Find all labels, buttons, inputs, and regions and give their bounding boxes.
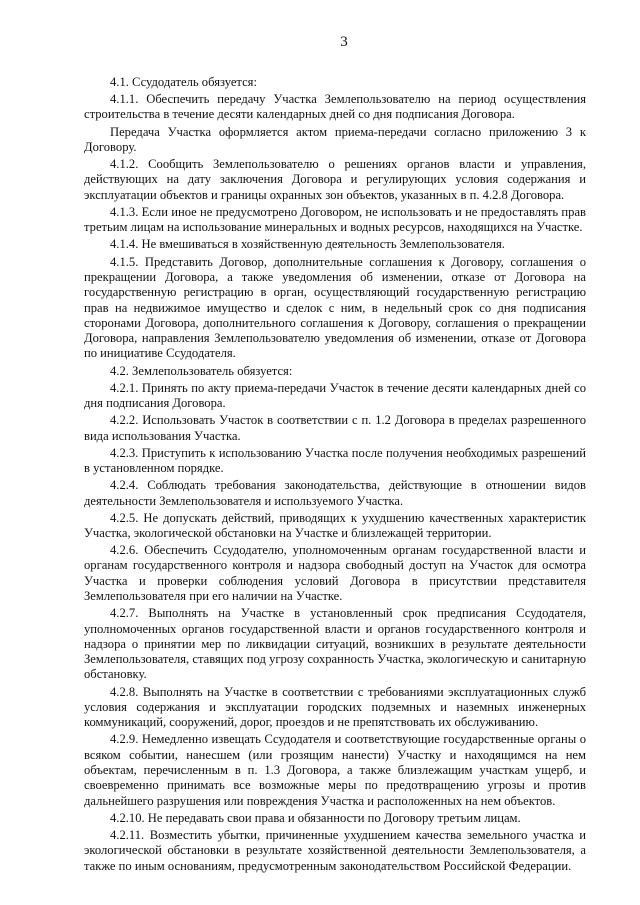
section-heading: 4.1. Ссудодатель обязуется: [110, 75, 257, 89]
paragraph: 4.1.1. Обеспечить передачу Участка Землепользователю на период осуществления строительства в течение десяти календарных дней со дня подписания Договора. [84, 92, 586, 122]
paragraph: 4.2.8. Выполнять на Участке в соответствии с требованиями эксплуатационных служб условия содержания и эксплуатации городских подземных и наземных инженерных коммуникаций, сооружений, дорог, проездов и не препятствовать их обслуживанию. [84, 684, 586, 730]
paragraph: 4.2.7. Выполнять на Участке в установленный срок предписания Ссудодателя, уполномоченных органов государственной власти и органов государственного контроля и надзора о принятии мер по ликвидации ситуаций, возникших в результате деятельности Землепользователя, ставящих под угрозу сохранность Участка, экологическую и санитарную обстановку. [84, 606, 586, 682]
paragraph: 4.2.10. Не передавать свои права и обязанности по Договору третьим лицам. [110, 810, 521, 825]
paragraph: 4.2.2. Использовать Участок в соответствии с п. 1.2 Договора в пределах разрешенного вида использования Участка. [84, 413, 586, 443]
paragraph: 4.2.1. Принять по акту приема-передачи Участок в течение десяти календарных дней со дня подписания Договора. [84, 380, 586, 411]
page-number: 3 [340, 34, 348, 50]
paragraph: 4.1.4. Не вмешиваться в хозяйственную деятельность Землепользователя. [110, 237, 505, 252]
section-heading: 4.2. Землепользователь обязуется: [110, 363, 293, 378]
paragraph: 4.2.5. Не допускать действий, приводящих к ухудшению качественных характеристик Участка, экологической обстановки на Участке и близлежащей территории. [84, 510, 586, 540]
paragraph: 4.1.3. Если иное не предусмотрено Договором, не использовать и не предоставлять прав третьим лицам на использование минеральных и водных ресурсов, находящихся на Участке. [84, 204, 586, 235]
paragraph: Передача Участка оформляется актом приема-передачи согласно приложению 3 к Договору. [84, 124, 586, 154]
paragraph: 4.2.9. Немедленно извещать Ссудодателя и соответствующие государственные органы о всяком событии, нанесшем (или грозящим нанести) Участку и находящимся на нем объектам, перечисленным в п. 1.3 Договора, а также близлежащим участкам ущерб, и своевременно принимать все возможные меры по предотвращению угрозы и против дальнейшего разрушения или повреждения Участка и расположенных на нем объектов. [84, 732, 586, 808]
paragraph: 4.2.6. Обеспечить Ссудодателю, уполномоченным органам государственной власти и органам государственного контроля и надзора свободный доступ на Участок для осмотра Участка и проверки соблюдения условий Договора в присутствии представителя Землепользователя при его наличии на Участке. [84, 543, 586, 604]
paragraph: 4.1.2. Сообщить Землепользователю о решениях органов власти и управления, действующих на дату заключения Договора и регулирующих условия содержания и эксплуатации объектов и границы охранных зон объектов, указанных в п. 4.2.8 Договора. [84, 157, 586, 202]
document-body [84, 75, 586, 874]
paragraph: 4.1.5. Представить Договор, дополнительные соглашения к Договору, соглашения о прекращении Договора, а также уведомления об изменении, отказе от Договора на государственную регистрацию в орган, осуществляющий государственную регистрацию прав на недвижимое имущество и сделок с ним, в недельный срок со дня подписания сторонами Договора, дополнительного соглашения к Договору, соглашения о прекращении Договора, направления Землепользователю уведомления об изменении, отказе от Договора по инициативе Ссудодателя. [84, 254, 586, 361]
paragraph: 4.2.4. Соблюдать требования законодательства, действующие в отношении видов деятельности Землепользователя и используемого Участка. [84, 478, 586, 508]
paragraph: 4.2.11. Возместить убытки, причиненные ухудшением качества земельного участка и экологической обстановки в результате хозяйственной деятельности Землепользователя, а также по иным основаниям, предусмотренным законодательством Российской Федерации. [84, 827, 586, 873]
paragraph: 4.2.3. Приступить к использованию Участка после получения необходимых разрешений в установленном порядке. [84, 445, 586, 476]
